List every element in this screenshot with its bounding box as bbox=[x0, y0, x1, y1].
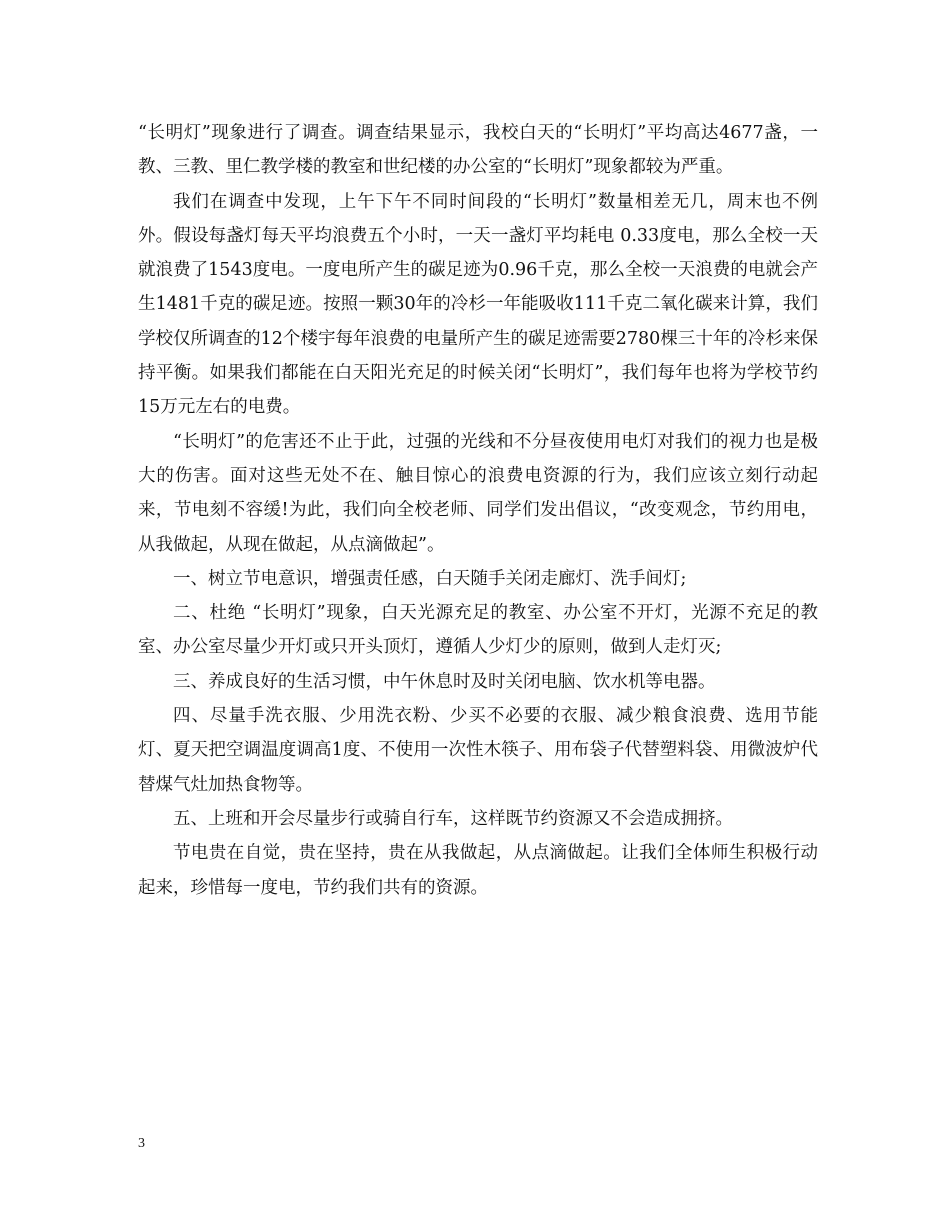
paragraph-conclusion: 节电贵在自觉，贵在坚持，贵在从我做起，从点滴做起。让我们全体师生积极行动起来，珍惜每一度电，节约我们共有的资源。 bbox=[138, 843, 818, 898]
list-item-2: 二、杜绝 “长明灯”现象，白天光源充足的教室、办公室不开灯，光源不充足的教室、办公室尽量少开灯或只开头顶灯，遵循人少灯少的原则，做到人走灯灭; bbox=[138, 603, 818, 658]
list-item-4: 四、尽量手洗衣服、少用洗衣粉、少买不必要的衣服、减少粮食浪费、选用节能灯、夏天把空调温度调高1度、不使用一次性木筷子、用布袋子代替塑料袋、用微波炉代替煤气灶加热食物等。 bbox=[138, 706, 818, 795]
list-item-5: 五、上班和开会尽量步行或骑自行车，这样既节约资源又不会造成拥挤。 bbox=[173, 808, 733, 829]
paragraph-harm-and-proposal: “长明灯”的危害还不止于此，过强的光线和不分昼夜使用电灯对我们的视力也是极大的伤害。面对这些无处不在、触目惊心的浪费电资源的行为，我们应该立刻行动起来，节电刻不容缓!为此，我们向全校老师、同学们发出倡议，“改变观念，节约用电，从我做起，从现在做起，从点滴做起”。 bbox=[138, 431, 818, 555]
document-body bbox=[138, 116, 818, 905]
list-item-3: 三、养成良好的生活习惯，中午休息时及时关闭电脑、饮水机等电器。 bbox=[173, 671, 716, 692]
list-item-1: 一、树立节电意识，增强责任感，白天随手关闭走廊灯、洗手间灯; bbox=[173, 568, 687, 589]
paragraph-survey-findings: 我们在调查中发现，上午下午不同时间段的“长明灯”数量相差无几，周末也不例外。假设每盏灯每天平均浪费五个小时，一天一盏灯平均耗电 0.33度电，那么全校一天就浪费了1543度电。一度电所产生的碳足迹为0.96千克，那么全校一天浪费的电就会产生1481千克的碳足迹。按照一颗30年的冷杉一年能吸收111千克二氧化碳来计算，我们学校仅所调查的12个楼宇每年浪费的电量所产生的碳足迹需要2780棵三十年的冷杉来保持平衡。如果我们都能在白天阳光充足的时候关闭“长明灯”，我们每年也将为学校节约15万元左右的电费。 bbox=[138, 191, 818, 418]
paragraph-survey-result: “长明灯”现象进行了调查。调查结果显示，我校白天的“长明灯”平均高达4677盏，一教、三教、里仁教学楼的教室和世纪楼的办公室的“长明灯”现象都较为严重。 bbox=[138, 123, 818, 178]
page-number: 3 bbox=[138, 1136, 145, 1151]
